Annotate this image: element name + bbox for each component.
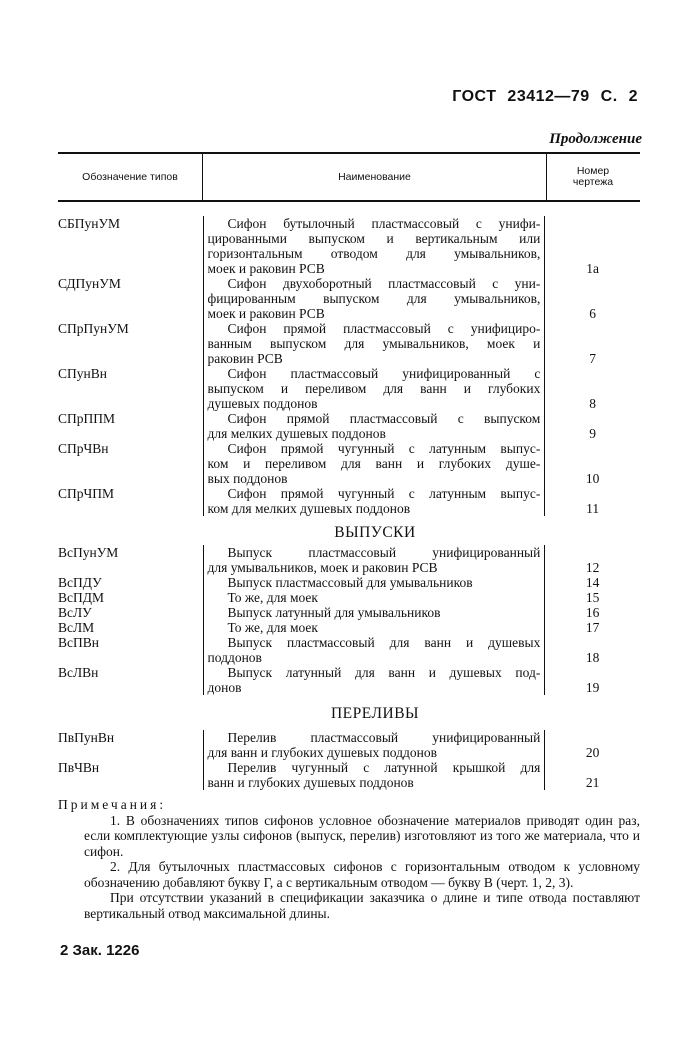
name-line: Сифон двухоборотный пластмассовый с уни- (227, 276, 541, 291)
drawing-number: 21 (585, 775, 600, 790)
table-row (58, 545, 640, 575)
table-row (58, 276, 640, 321)
name-line: для мелких душевых поддонов (207, 426, 386, 441)
name-line: Сифон прямой пластмассовый с выпуском (227, 411, 541, 426)
type-code: СПрПунУМ (58, 321, 129, 336)
name-line: фицированным выпуском для умывальников, (207, 291, 541, 306)
type-name (203, 366, 546, 411)
type-code: ВсЛУ (58, 605, 92, 620)
name-line: ком для мелких душевых поддонов (207, 501, 411, 516)
column-header-code: Обозначение типов (82, 170, 178, 183)
table-row (58, 730, 640, 760)
type-code: СПрЧВн (58, 441, 109, 456)
table-group-outlets (58, 545, 640, 695)
type-name (203, 635, 546, 665)
table-row (58, 760, 640, 790)
type-name (203, 321, 546, 366)
name-line: Выпуск пластмассовый унифицированный (227, 545, 541, 560)
type-code: ВсПДУ (58, 575, 102, 590)
type-code: СПрЧПМ (58, 486, 115, 501)
drawing-number: 12 (585, 560, 600, 575)
type-name (203, 276, 546, 321)
name-line: То же, для моек (227, 590, 318, 605)
name-line: Сифон пластмассовый унифицированный с (227, 366, 541, 381)
note-1: 1. В обозначениях типов сифонов условное обозначение материалов приводят один раз, если комплектующие узлы сифонов (выпуск, перелив) изготовляют из того же материала, что и сифон. (84, 812, 640, 859)
type-name (203, 486, 546, 516)
type-name (203, 620, 546, 635)
table-row (58, 575, 640, 590)
section-title-outlets: ВЫПУСКИ (334, 524, 416, 541)
drawing-number: 16 (585, 605, 600, 620)
table-row (58, 216, 640, 276)
table-row (58, 411, 640, 441)
name-line: Выпуск латунный для ванн и душевых под- (227, 665, 541, 680)
name-line: душевых поддонов (207, 396, 318, 411)
name-line: цированными выпуском и вертикальным или (207, 231, 541, 246)
table-group-overflows (58, 730, 640, 790)
name-line: моек и раковин РСВ (207, 261, 325, 276)
type-name (203, 411, 546, 441)
type-code: ВсПунУМ (58, 545, 119, 560)
note-3: При отсутствии указаний в спецификации заказчика о длине и типе отвода поставляют вертикальный отвод максимальной длины. (84, 890, 640, 921)
drawing-number: 1а (586, 261, 600, 276)
column-header-drawing-text: Номер чертежа (572, 165, 614, 188)
type-code: ПвПунВн (58, 730, 115, 745)
name-line: выпуском и переливом для ванн и глубоких (207, 381, 541, 396)
section-title-overflows: ПЕРЕЛИВЫ (330, 705, 420, 722)
type-code: ПвЧВн (58, 760, 100, 775)
name-line: для ванн и глубоких душевых поддонов (207, 745, 437, 760)
drawing-number: 17 (585, 620, 600, 635)
name-line: поддонов (207, 650, 262, 665)
note-2: 2. Для бутылочных пластмассовых сифонов с горизонтальным отводом к условному обозначению добавляют букву Г, а с вертикальным отводом — букву В (черт. 1, 2, 3). (84, 859, 640, 890)
type-name (203, 216, 546, 276)
table-header (58, 152, 640, 202)
table-row (58, 665, 640, 695)
type-code: ВсЛВн (58, 665, 99, 680)
name-line: донов (207, 680, 242, 695)
name-line: Выпуск пластмассовый для умывальников (227, 575, 473, 590)
name-line: Сифон прямой пластмассовый с унифициро- (227, 321, 541, 336)
name-line: Сифон бутылочный пластмассовый с унифи- (227, 216, 541, 231)
type-code: ВсПВн (58, 635, 99, 650)
drawing-number: 20 (585, 745, 600, 760)
drawing-number: 8 (589, 396, 597, 411)
notes (58, 797, 640, 921)
table-row (58, 366, 640, 411)
table-row (58, 321, 640, 366)
drawing-number: 14 (585, 575, 600, 590)
type-code: СБПунУМ (58, 216, 121, 231)
name-line: ком и переливом для ванн и глубоких душе- (207, 456, 541, 471)
drawing-number: 10 (585, 471, 600, 486)
type-name (203, 590, 546, 605)
standard-header: ГОСТ 23412—79 С. 2 (452, 88, 638, 105)
order-number: 2 Зак. 1226 (60, 942, 140, 959)
table-row (58, 486, 640, 516)
type-code: ВсПДМ (58, 590, 104, 605)
drawing-number: 6 (589, 306, 597, 321)
type-code: ВсЛМ (58, 620, 95, 635)
continuation-label: Продолжение (549, 131, 642, 147)
name-line: горизонтальным отводом для умывальников, (207, 246, 541, 261)
name-line: вых поддонов (207, 471, 288, 486)
drawing-number: 18 (585, 650, 600, 665)
table-row (58, 441, 640, 486)
column-header-name: Наименование (202, 154, 547, 200)
type-name (203, 545, 546, 575)
name-line: Выпуск пластмассовый для ванн и душевых (227, 635, 541, 650)
name-line: ванн и глубоких душевых поддонов (207, 775, 414, 790)
type-name (203, 605, 546, 620)
drawing-number: 11 (586, 501, 600, 516)
drawing-number: 9 (589, 426, 597, 441)
drawing-number: 19 (585, 680, 600, 695)
name-line: Перелив чугунный с латунной крышкой для (227, 760, 541, 775)
name-line: для умывальников, моек и раковин РСВ (207, 560, 438, 575)
type-code: СПунВн (58, 366, 107, 381)
notes-title: Примечания: (58, 797, 167, 812)
drawing-number: 7 (589, 351, 597, 366)
type-name (203, 575, 546, 590)
name-line: Выпуск латунный для умывальников (227, 605, 441, 620)
name-line: моек и раковин РСВ (207, 306, 325, 321)
table-group-siphons (58, 216, 640, 516)
name-line: раковин РСВ (207, 351, 283, 366)
table-row (58, 635, 640, 665)
name-line: Перелив пластмассовый унифицированный (227, 730, 541, 745)
type-name (203, 760, 546, 790)
table-row (58, 605, 640, 620)
type-name (203, 441, 546, 486)
column-header-drawing (546, 154, 640, 200)
name-line: То же, для моек (227, 620, 318, 635)
name-line: Сифон прямой чугунный с латунным выпус- (227, 486, 541, 501)
name-line: Сифон прямой чугунный с латунным выпус- (227, 441, 541, 456)
type-code: СПрППМ (58, 411, 116, 426)
type-name (203, 665, 546, 695)
table-row (58, 620, 640, 635)
type-name (203, 730, 546, 760)
name-line: ванным выпуском для умывальников, моек и (207, 336, 541, 351)
table-row (58, 590, 640, 605)
type-code: СДПунУМ (58, 276, 121, 291)
drawing-number: 15 (585, 590, 600, 605)
